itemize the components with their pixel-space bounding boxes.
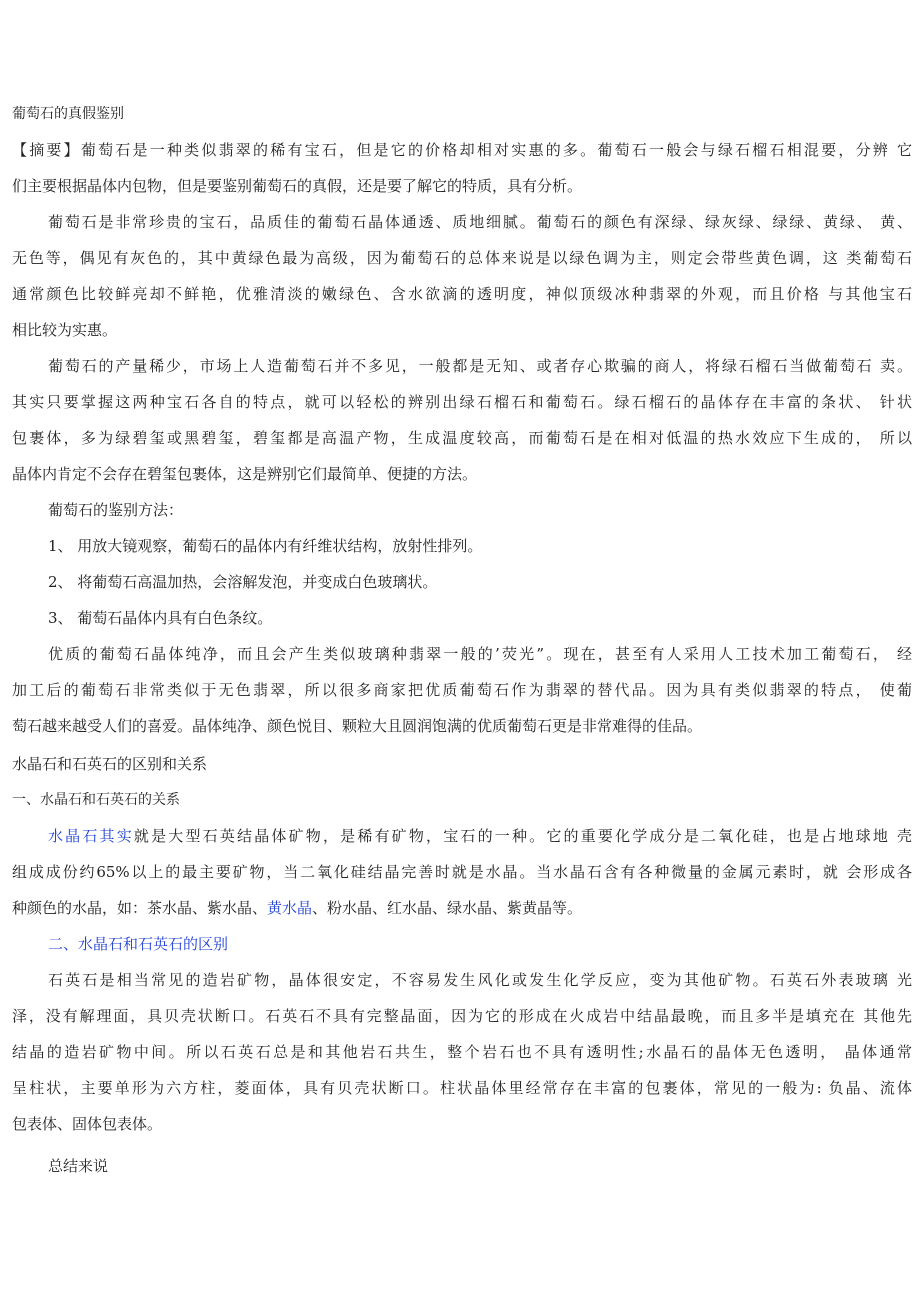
method-item: 1、 用放大镜观察，葡萄石的晶体内有纤维状结构，放射性排列。: [48, 537, 483, 555]
paragraph-line: 组成成份约65%以上的最主要矿物，当二氧化硅结晶完善时就是水晶。当水晶石含有各种微量的金属元素时，就 会形成各: [12, 863, 912, 881]
methods-title: 葡萄石的鉴别方法：: [48, 501, 184, 519]
paragraph-line: 晶体内肯定不会存在碧玺包裹体，这是辨别它们最简单、便捷的方法。: [12, 465, 478, 483]
paragraph-line: 泽，没有解理面，具贝壳状断口。石英石不具有完整晶面，因为它的形成在火成岩中结晶最晚，而且多半是填充在 其他先: [12, 1007, 912, 1025]
paragraph-line: 包裹体，多为绿碧玺或黑碧玺，碧玺都是高温产物，生成温度较高，而葡萄石是在相对低温的热水效应下生成的， 所以: [12, 429, 912, 447]
paragraph-line: 相比较为实惠。: [12, 321, 118, 339]
paragraph-line: 无色等，偶见有灰色的，其中黄绿色最为高级，因为葡萄石的总体来说是以绿色调为主，则定会带些黄色调，这 类葡萄石: [12, 249, 912, 267]
paragraph-text: 就是大型石英结晶体矿物，是稀有矿物，宝石的一种。它的重要化学成分是二氧化硅，也是占地球地 壳: [133, 827, 912, 845]
paragraph-line: 结晶的造岩矿物中间。所以石英石总是和其他岩石共生，整个岩石也不具有透明性;水晶石的晶体无色透明， 晶体通常: [12, 1043, 912, 1061]
paragraph-line: 加工后的葡萄石非常类似于无色翡翠，所以很多商家把优质葡萄石作为翡翠的替代品。因为具有类似翡翠的特点， 使葡: [12, 681, 912, 699]
paragraph-line: 通常颜色比较鲜亮却不鲜艳，优雅清淡的嫩绿色、含水欲滴的透明度，神似顶级冰种翡翠的外观，而且价格 与其他宝石: [12, 285, 912, 303]
document-title: 葡萄石的真假鉴别: [12, 106, 124, 122]
paragraph-line: 葡萄石的产量稀少，市场上人造葡萄石并不多见，一般都是无知、或者存心欺骗的商人，将绿石榴石当做葡萄石 卖。: [48, 357, 912, 375]
subsection-heading-link[interactable]: 二、水晶石和石英石的区别: [48, 935, 229, 953]
subsection-heading: 一、水晶石和石英石的关系: [12, 792, 180, 808]
paragraph-line: 优质的葡萄石晶体纯净，而且会产生类似玻璃种翡翠一般的’荧光”。现在，甚至有人采用人工技术加工葡萄石， 经: [48, 645, 912, 663]
method-item: 3、 葡萄石晶体内具有白色条纹。: [48, 609, 273, 627]
summary-heading: 总结来说: [48, 1157, 109, 1175]
paragraph-line: 包表体、固体包表体。: [12, 1115, 163, 1133]
citrine-link[interactable]: 黄水晶: [267, 899, 313, 917]
paragraph-line: 葡萄石是非常珍贵的宝石，品质佳的葡萄石晶体通透、质地细腻。葡萄石的颜色有深绿、绿灰绿、绿绿、黄绿、 黄、: [48, 213, 912, 231]
paragraph-text: 、粉水晶、红水晶、绿水晶、紫黄晶等。: [312, 899, 583, 917]
paragraph-line: 呈柱状，主要单形为六方柱，菱面体，具有贝壳状断口。柱状晶体里经常存在丰富的包裹体，常见的一般为: 负晶、流体: [12, 1079, 912, 1097]
method-item: 2、 将葡萄石高温加热，会溶解发泡，并变成白色玻璃状。: [48, 573, 438, 591]
abstract-line: 们主要根据晶体内包物，但是要鉴别葡萄石的真假，还是要了解它的特质，具有分析。: [12, 177, 583, 195]
abstract-line: 【摘要】葡萄石是一种类似翡翠的稀有宝石，但是它的价格却相对实惠的多。葡萄石一般会与绿石榴石相混要，分辨 它: [12, 141, 912, 159]
paragraph-line: [12, 898, 912, 918]
paragraph-line: 其实只要掌握这两种宝石各自的特点，就可以轻松的辨别出绿石榴石和葡萄石。绿石榴石的晶体存在丰富的条状、 针状: [12, 393, 912, 411]
paragraph-line: 石英石是相当常见的造岩矿物，晶体很安定，不容易发生风化或发生化学反应，变为其他矿物。石英石外表玻璃 光: [48, 971, 912, 989]
paragraph-line: [48, 826, 912, 846]
section-heading: 水晶石和石英石的区别和关系: [12, 755, 208, 773]
crystal-link[interactable]: 水晶石其实: [48, 827, 134, 845]
paragraph-line: 萄石越来越受人们的喜爱。晶体纯净、颜色悦目、颗粒大且圆润饱满的优质葡萄石更是非常难得的佳品。: [12, 717, 703, 735]
paragraph-text: 种颜色的水晶，如：茶水晶、紫水晶、: [12, 899, 268, 917]
